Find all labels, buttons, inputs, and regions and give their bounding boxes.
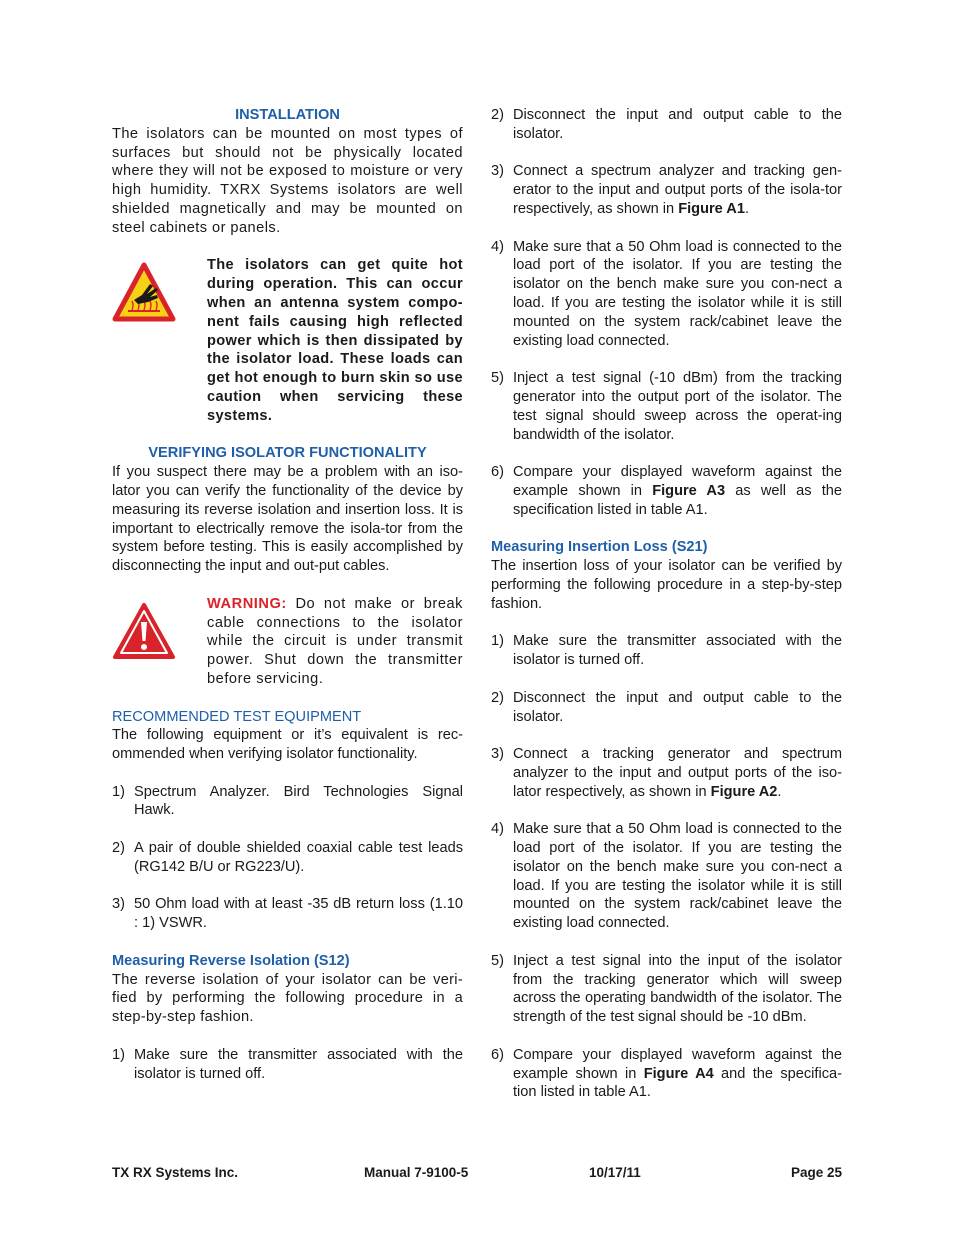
installation-heading: INSTALLATION	[235, 107, 340, 123]
equipment-heading: RECOMMENDED TEST EQUIPMENT	[112, 708, 362, 725]
figure-ref: Figure A3	[652, 482, 726, 499]
list-item: 2) A pair of double shielded coaxial cable test leads (RG142 B/U or RG223/U).	[112, 840, 463, 875]
footer-date: 10/17/11	[589, 1165, 641, 1180]
list-item: 3) 50 Ohm load with at least -35 dB return loss (1.10 : 1) VSWR.	[112, 896, 463, 932]
hot-warning-callout	[112, 256, 463, 425]
list-item: 2) Disconnect the input and output cable to the isolator.	[491, 689, 842, 725]
figure-ref: Figure A4	[643, 1065, 714, 1082]
footer-manual: Manual 7-9100-5	[364, 1165, 469, 1180]
insertion-heading: Measuring Insertion Loss (S21)	[491, 539, 708, 556]
warning-body: Do not make or break cable connections to the isolator while the circuit is under transmit power. Shut down the transmitter before servicing.	[207, 595, 463, 687]
exclamation-warning-icon	[112, 602, 176, 660]
figure-ref: Figure A1	[678, 200, 745, 217]
footer-page-number: Page 25	[790, 1165, 842, 1180]
verifying-body: If you suspect there may be a problem with an iso-lator you can verify the functionality of the device by measuring its reverse isolation and insertion loss. It is important to electrically remove the isola-tor from the system before testing. This is easily accomplished by disconnecting the input and out-put cables.	[112, 464, 463, 575]
list-item: 3) Connect a tracking generator and spectrum analyzer to the input and output ports of the iso-lator respectively, as shown in Figure A2.	[491, 746, 842, 800]
list-item: 1) Make sure the transmitter associated with the isolator is turned off.	[491, 633, 842, 669]
list-item: 5) Inject a test signal into the input of the isolator from the tracking generator which will sweep across the operating bandwidth of the isolator. The strength of the test signal should be -10 dBm.	[491, 952, 842, 1026]
equipment-body: The following equipment or it’s equivalent is rec-ommended when verifying isolator functionality.	[112, 727, 463, 763]
hot-warning-text: The isolators can get quite hot during operation. This can occur when an antenna system compo-nent fails causing high reflected power which is then dissipated by the isolator load. These loads can get hot enough to burn skin so use caution when servicing these systems.	[207, 257, 463, 424]
list-item: 1) Make sure the transmitter associated with the isolator is turned off.	[112, 1046, 463, 1082]
hot-surface-hazard-icon	[112, 262, 176, 322]
list-item: 1) Spectrum Analyzer. Bird Technologies Signal Hawk.	[112, 783, 463, 819]
list-item: 4) Make sure that a 50 Ohm load is connected to the load port of the isolator. If you are testing the isolator on the bench make sure you con-nect a load. If you are testing the isolator while it is still mounted on the system rack/cabinet leave the existing load connected.	[491, 821, 842, 932]
list-item: 6) Compare your displayed waveform against the example shown in Figure A4 and the specifica-tion listed in table A1.	[491, 1046, 842, 1101]
reverse-body: The reverse isolation of your isolator can be veri-fied by performing the following procedure in a step-by-step fashion.	[112, 971, 463, 1026]
footer-company: TX RX Systems Inc.	[112, 1165, 239, 1180]
transmit-warning-text	[207, 595, 463, 689]
list-item: 3) Connect a spectrum analyzer and tracking gen-erator to the input and output ports of the isola-tor respectively, as shown in Figure A1.	[491, 163, 842, 217]
transmit-warning-callout	[112, 595, 463, 689]
installation-body: The isolators can be mounted on most types of surfaces but should not be physically located where they will not be exposed to moisture or very high humidity. TXRX Systems isolators are well shielded magnetically and may be mounted on steel cabinets or panels.	[112, 125, 463, 236]
verifying-heading: VERIFYING ISOLATOR FUNCTIONALITY	[148, 445, 427, 462]
warning-label: WARNING:	[207, 595, 287, 612]
list-item: 5) Inject a test signal (-10 dBm) from the tracking generator into the output port of the isolator. The test signal should sweep across the operat-ing bandwidth of the isolator.	[491, 370, 842, 443]
insertion-body: The insertion loss of your isolator can be verified by performing the following procedure in a step-by-step fashion.	[491, 558, 842, 612]
right-column	[491, 106, 842, 1102]
list-item: 2) Disconnect the input and output cable to the isolator.	[491, 107, 842, 142]
reverse-heading: Measuring Reverse Isolation (S12)	[112, 952, 350, 969]
figure-ref: Figure A2	[710, 783, 778, 800]
list-item: 4) Make sure that a 50 Ohm load is connected to the load port of the isolator. If you are testing the isolator on the bench make sure you con-nect a load. If you are testing the isolator while it is still mounted on the system rack/cabinet leave the existing load connected.	[491, 238, 842, 349]
list-item: 6) Compare your displayed waveform against the example shown in Figure A3 as well as the specification listed in table A1.	[491, 464, 842, 518]
left-column	[112, 106, 463, 1083]
